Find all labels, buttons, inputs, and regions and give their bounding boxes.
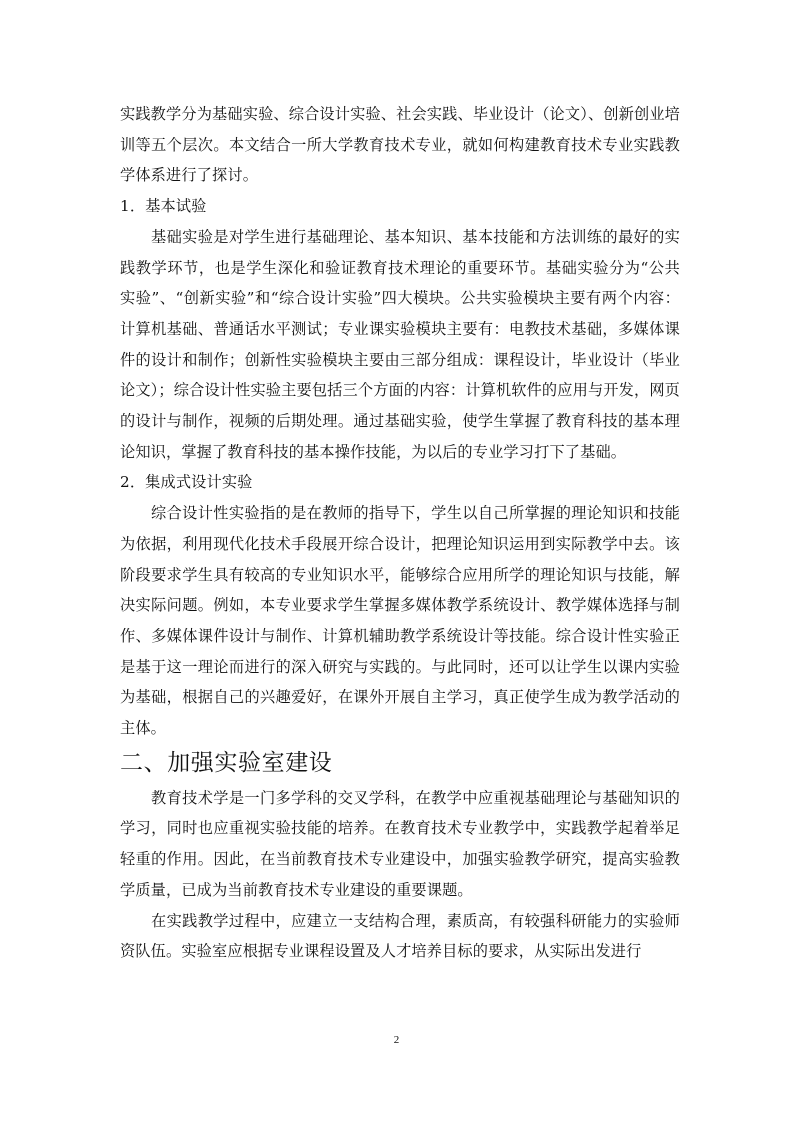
intro-paragraph: 实践教学分为基础实验、综合设计实验、社会实践、毕业设计（论文）、创新创业培训等五个层次。本文结合一所大学教育技术专业，就如何构建教育技术专业实践教学体系进行了探讨。 (120, 105, 680, 185)
section-title-strengthen-laboratory-construction: 二、加强实验室建设 (120, 749, 333, 776)
basic-experiment-paragraph: 基础实验是对学生进行基础理论、基本知识、基本技能和方法训练的最好的实践教学环节，也是学生深化和验证教育技术理论的重要环节。基础实验分为“公共实验”、“创新实验”和“综合设计实验”四大模块。公共实验模块主要有两个内容：计算机基础、普通话水平测试；专业课实验模块主要有：电教技术基础，多媒体课件的设计和制作；创新性实验模块主要由三部分组成：课程设计，毕业设计（毕业论文）；综合设计性实验主要包括三个方面的内容：计算机软件的应用与开发，网页的设计与制作，视频的后期处理。通过基础实验，使学生掌握了教育科技的基本理论知识，掌握了教育科技的基本操作技能，为以后的专业学习打下了基础。 (120, 227, 680, 461)
subsection-heading-basic-experiment: 1．基本试验 (120, 197, 207, 216)
integrated-design-experiment-paragraph: 综合设计性实验指的是在教师的指导下，学生以自己所掌握的理论知识和技能为依据，利用现代化技术手段展开综合设计，把理论知识运用到实际教学中去。该阶段要求学生具有较高的专业知识水平，能够综合应用所学的理论知识与技能，解决实际问题。例如，本专业要求学生掌握多媒体教学系统设计、教学媒体选择与制作、多媒体课件设计与制作、计算机辅助教学系统设计等技能。综合设计性实验正是基于这一理论而进行的深入研究与实践的。与此同时，还可以让学生以课内实验为基础，根据自己的兴趣爱好，在课外开展自主学习，真正使学生成为教学活动的主体。 (120, 504, 680, 738)
laboratory-construction-paragraph-2: 在实践教学过程中，应建立一支结构合理，素质高，有较强科研能力的实验师资队伍。实验室应根据专业课程设置及人才培养目标的要求，从实际出发进行 (120, 911, 680, 961)
laboratory-construction-paragraph-1: 教育技术学是一门多学科的交叉学科，在教学中应重视基础理论与基础知识的学习，同时也应重视实验技能的培养。在教育技术专业教学中，实践教学起着举足轻重的作用。因此，在当前教育技术专业建设中，加强实验教学研究，提高实验教学质量，已成为当前教育技术专业建设的重要课题。 (120, 788, 680, 899)
document-body (120, 99, 680, 967)
page-number: 2 (393, 1034, 400, 1046)
subsection-heading-integrated-design-experiment: 2．集成式设计实验 (120, 473, 253, 492)
